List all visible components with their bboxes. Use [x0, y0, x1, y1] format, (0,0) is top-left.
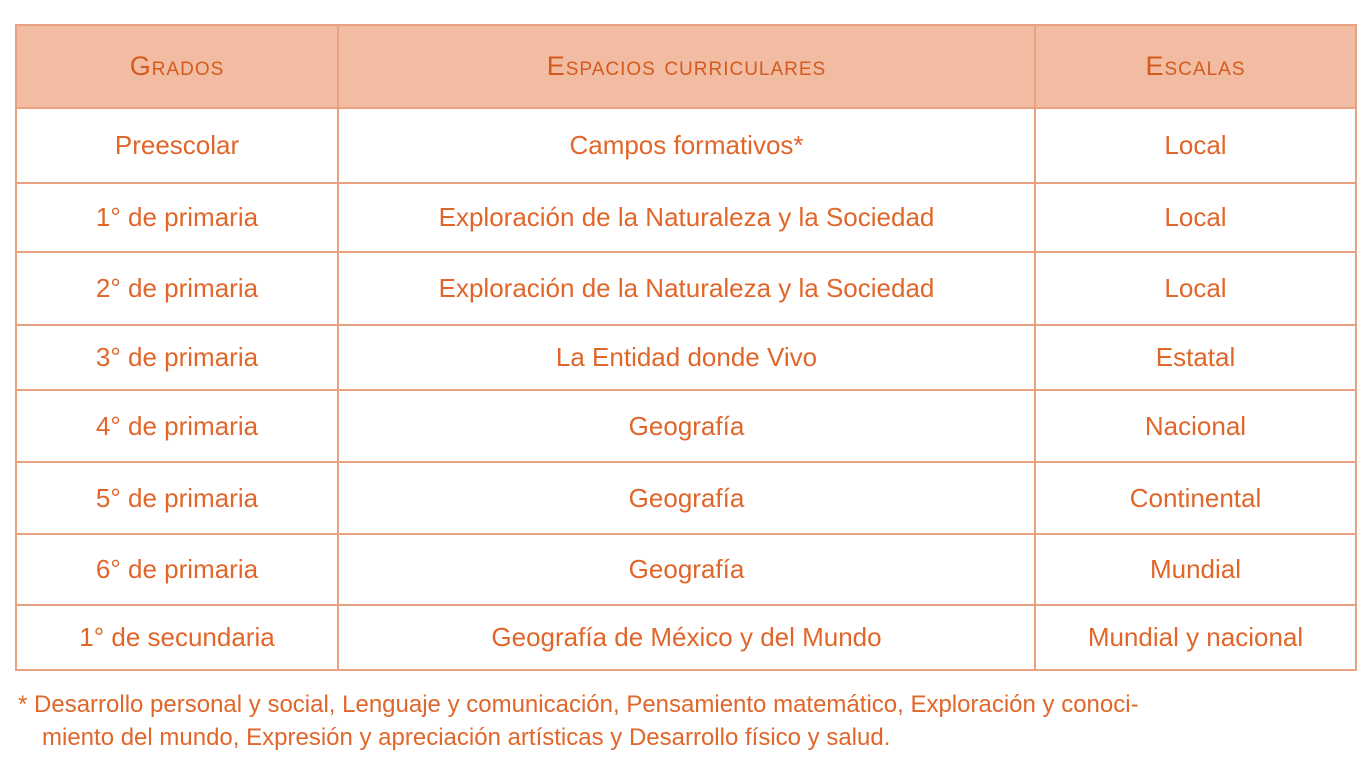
cell-grado: 3° de primaria: [16, 325, 338, 390]
cell-escala: Local: [1035, 183, 1356, 252]
cell-espacio: Geografía: [338, 390, 1035, 462]
cell-espacio: Geografía de México y del Mundo: [338, 605, 1035, 670]
table-header-row: [16, 25, 1356, 108]
table-row: [16, 462, 1356, 534]
header-escalas: Escalas: [1035, 25, 1356, 108]
cell-espacio: Geografía: [338, 534, 1035, 605]
cell-espacio: La Entidad donde Vivo: [338, 325, 1035, 390]
table-row: [16, 252, 1356, 325]
cell-grado: 6° de primaria: [16, 534, 338, 605]
curriculum-table-container: [15, 24, 1355, 671]
cell-espacio: Geografía: [338, 462, 1035, 534]
cell-escala: Mundial y nacional: [1035, 605, 1356, 670]
cell-grado: Preescolar: [16, 108, 338, 183]
cell-espacio: Exploración de la Naturaleza y la Sociedad: [338, 252, 1035, 325]
table-row: [16, 534, 1356, 605]
cell-grado: 1° de secundaria: [16, 605, 338, 670]
table-row: [16, 390, 1356, 462]
footnote-line-2: miento del mundo, Expresión y apreciación artísticas y Desarrollo físico y salud.: [42, 724, 891, 751]
cell-espacio: Campos formativos*: [338, 108, 1035, 183]
cell-espacio: Exploración de la Naturaleza y la Sociedad: [338, 183, 1035, 252]
header-espacios-curriculares: Espacios curriculares: [338, 25, 1035, 108]
table-row: [16, 325, 1356, 390]
cell-escala: Local: [1035, 108, 1356, 183]
footnote-line-1: * Desarrollo personal y social, Lenguaje y comunicación, Pensamiento matemático, Exploración y conoci-: [18, 691, 1139, 718]
header-grados: Grados: [16, 25, 338, 108]
cell-grado: 4° de primaria: [16, 390, 338, 462]
table-row: [16, 108, 1356, 183]
cell-escala: Continental: [1035, 462, 1356, 534]
cell-escala: Mundial: [1035, 534, 1356, 605]
cell-grado: 1° de primaria: [16, 183, 338, 252]
cell-escala: Estatal: [1035, 325, 1356, 390]
table-row: [16, 605, 1356, 670]
curriculum-table: [15, 24, 1357, 671]
footnote: [18, 688, 1353, 754]
cell-escala: Local: [1035, 252, 1356, 325]
cell-grado: 5° de primaria: [16, 462, 338, 534]
table-row: [16, 183, 1356, 252]
cell-grado: 2° de primaria: [16, 252, 338, 325]
cell-escala: Nacional: [1035, 390, 1356, 462]
